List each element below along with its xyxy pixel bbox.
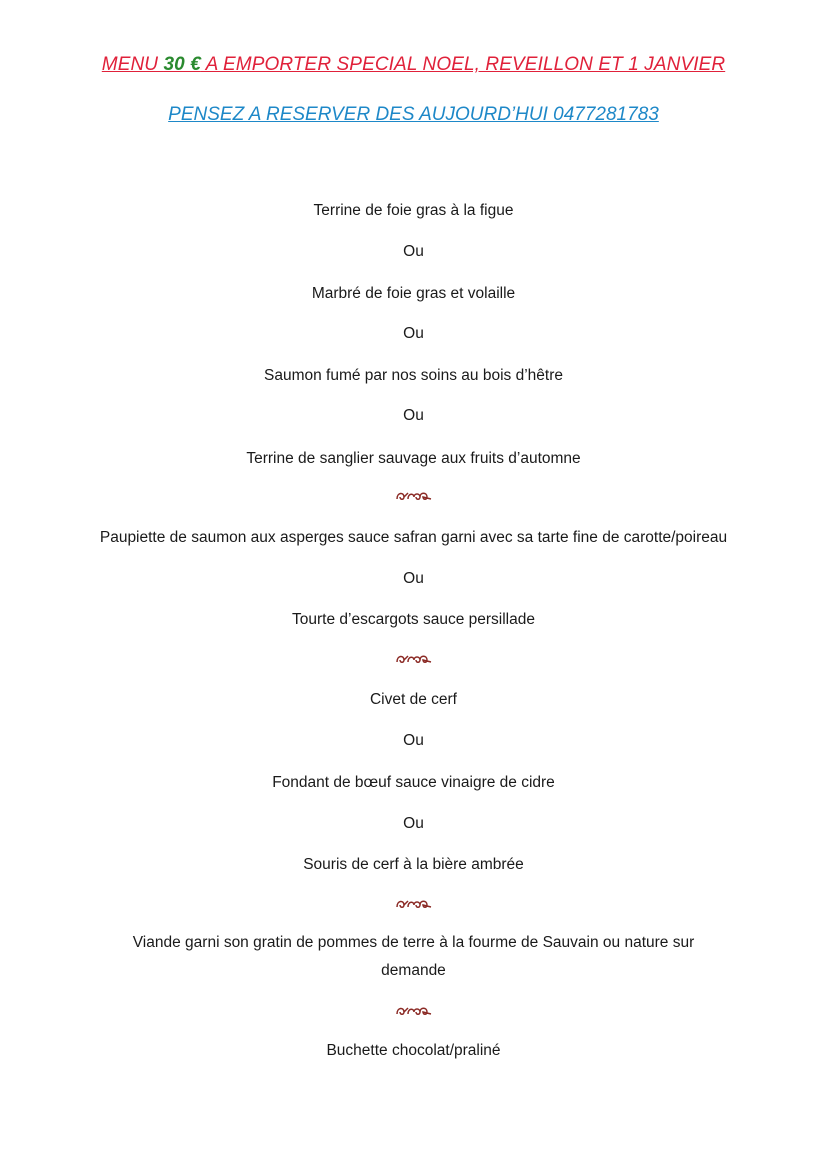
or-label: Ou [403, 407, 424, 424]
ornament-icon [394, 897, 434, 911]
or-label: Ou [403, 732, 424, 749]
ornament-divider [0, 897, 827, 915]
reservation-line: PENSEZ A RESERVER DES AUJOURD’HUI 0477281783 [168, 104, 659, 125]
fish-item: Paupiette de saumon aux asperges sauce safran garni avec sa tarte fine de carotte/poireau [99, 529, 728, 546]
or-label: Ou [403, 570, 424, 587]
title-suffix: A EMPORTER SPECIAL NOEL, REVEILLON ET 1 JANVIER [200, 54, 726, 75]
dessert-item: Buchette chocolat/praliné [326, 1042, 501, 1059]
or-label: Ou [403, 325, 424, 342]
side-dish-line: demande [381, 962, 446, 979]
meat-item: Souris de cerf à la bière ambrée [303, 856, 524, 873]
title-prefix: MENU [101, 54, 164, 75]
entree-item: Saumon fumé par nos soins au bois d’hêtre [264, 367, 563, 384]
menu-price: 30 € [163, 54, 201, 75]
fish-item: Tourte d’escargots sauce persillade [292, 611, 535, 628]
meat-item: Civet de cerf [369, 691, 457, 708]
ornament-icon [394, 1004, 434, 1018]
ornament-icon [394, 489, 434, 503]
or-label: Ou [403, 243, 424, 260]
meat-item: Fondant de bœuf sauce vinaigre de cidre [272, 774, 555, 791]
ornament-divider [0, 652, 827, 670]
entree-item: Terrine de foie gras à la figue [313, 202, 514, 219]
side-dish-line: Viande garni son gratin de pommes de terre à la fourme de Sauvain ou nature sur [132, 934, 695, 951]
ornament-divider [0, 489, 827, 507]
menu-title [0, 54, 827, 76]
entree-item: Marbré de foie gras et volaille [311, 285, 516, 302]
entree-item: Terrine de sanglier sauvage aux fruits d’automne [246, 450, 581, 467]
ornament-icon [394, 652, 434, 666]
ornament-divider [0, 1004, 827, 1022]
or-label: Ou [403, 815, 424, 832]
